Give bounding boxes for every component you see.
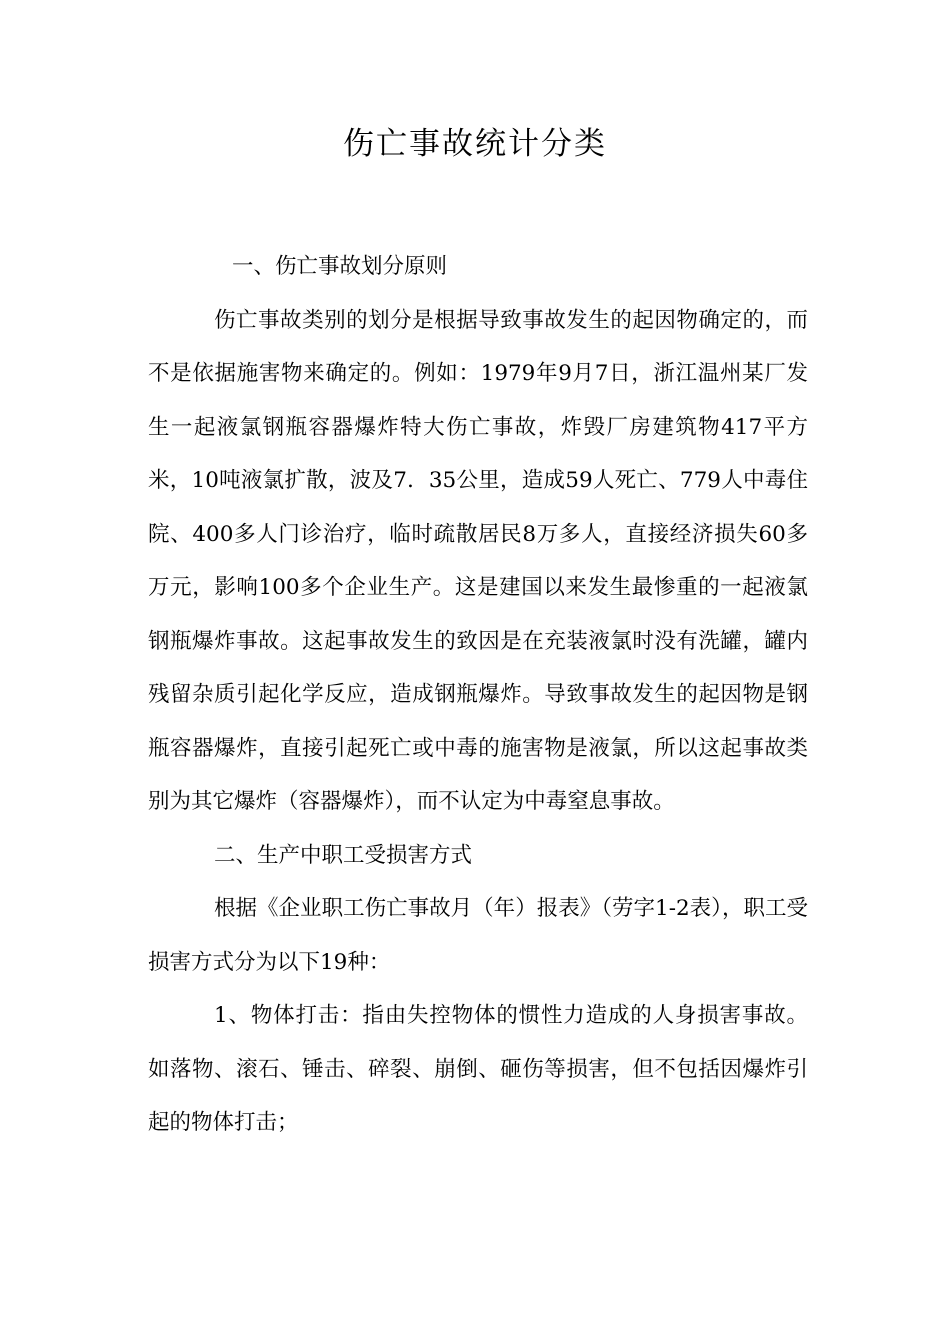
paragraph-principles: 伤亡事故类别的划分是根据导致事故发生的起因物确定的，而不是依据施害物来确定的。例如：1979年9月7日，浙江温州某厂发生一起液氯钢瓶容器爆炸特大伤亡事故，炸毁厂房建筑物417平方米，10吨液氯扩散，波及7．35公里，造成59人死亡、779人中毒住院、400多人门诊治疗，临时疏散居民8万多人，直接经济损失60多万元，影响100多个企业生产。这是建国以来发生最惨重的一起液氯钢瓶爆炸事故。这起事故发生的致因是在充装液氯时没有洗罐，罐内残留杂质引起化学反应，造成钢瓶爆炸。导致事故发生的起因物是钢瓶容器爆炸，直接引起死亡或中毒的施害物是液氯，所以这起事故类别为其它爆炸（容器爆炸），而不认定为中毒窒息事故。 [148,307,808,814]
section-heading-injury-modes: 二、生产中职工受损害方式 [214,842,473,868]
paragraph-item-object-strike: 1、物体打击：指由失控物体的惯性力造成的人身损害事故。如落物、滚石、锤击、碎裂、崩倒、砸伤等损害，但不包括因爆炸引起的物体打击； [148,1003,808,1135]
section-heading-principles: 一、伤亡事故划分原则 [232,254,448,279]
document-title: 伤亡事故统计分类 [343,126,607,162]
paragraph-injury-modes-intro: 根据《企业职工伤亡事故月（年）报表》（劳字1-2表），职工受损害方式分为以下19种： [148,896,808,975]
document-body [148,240,808,1150]
